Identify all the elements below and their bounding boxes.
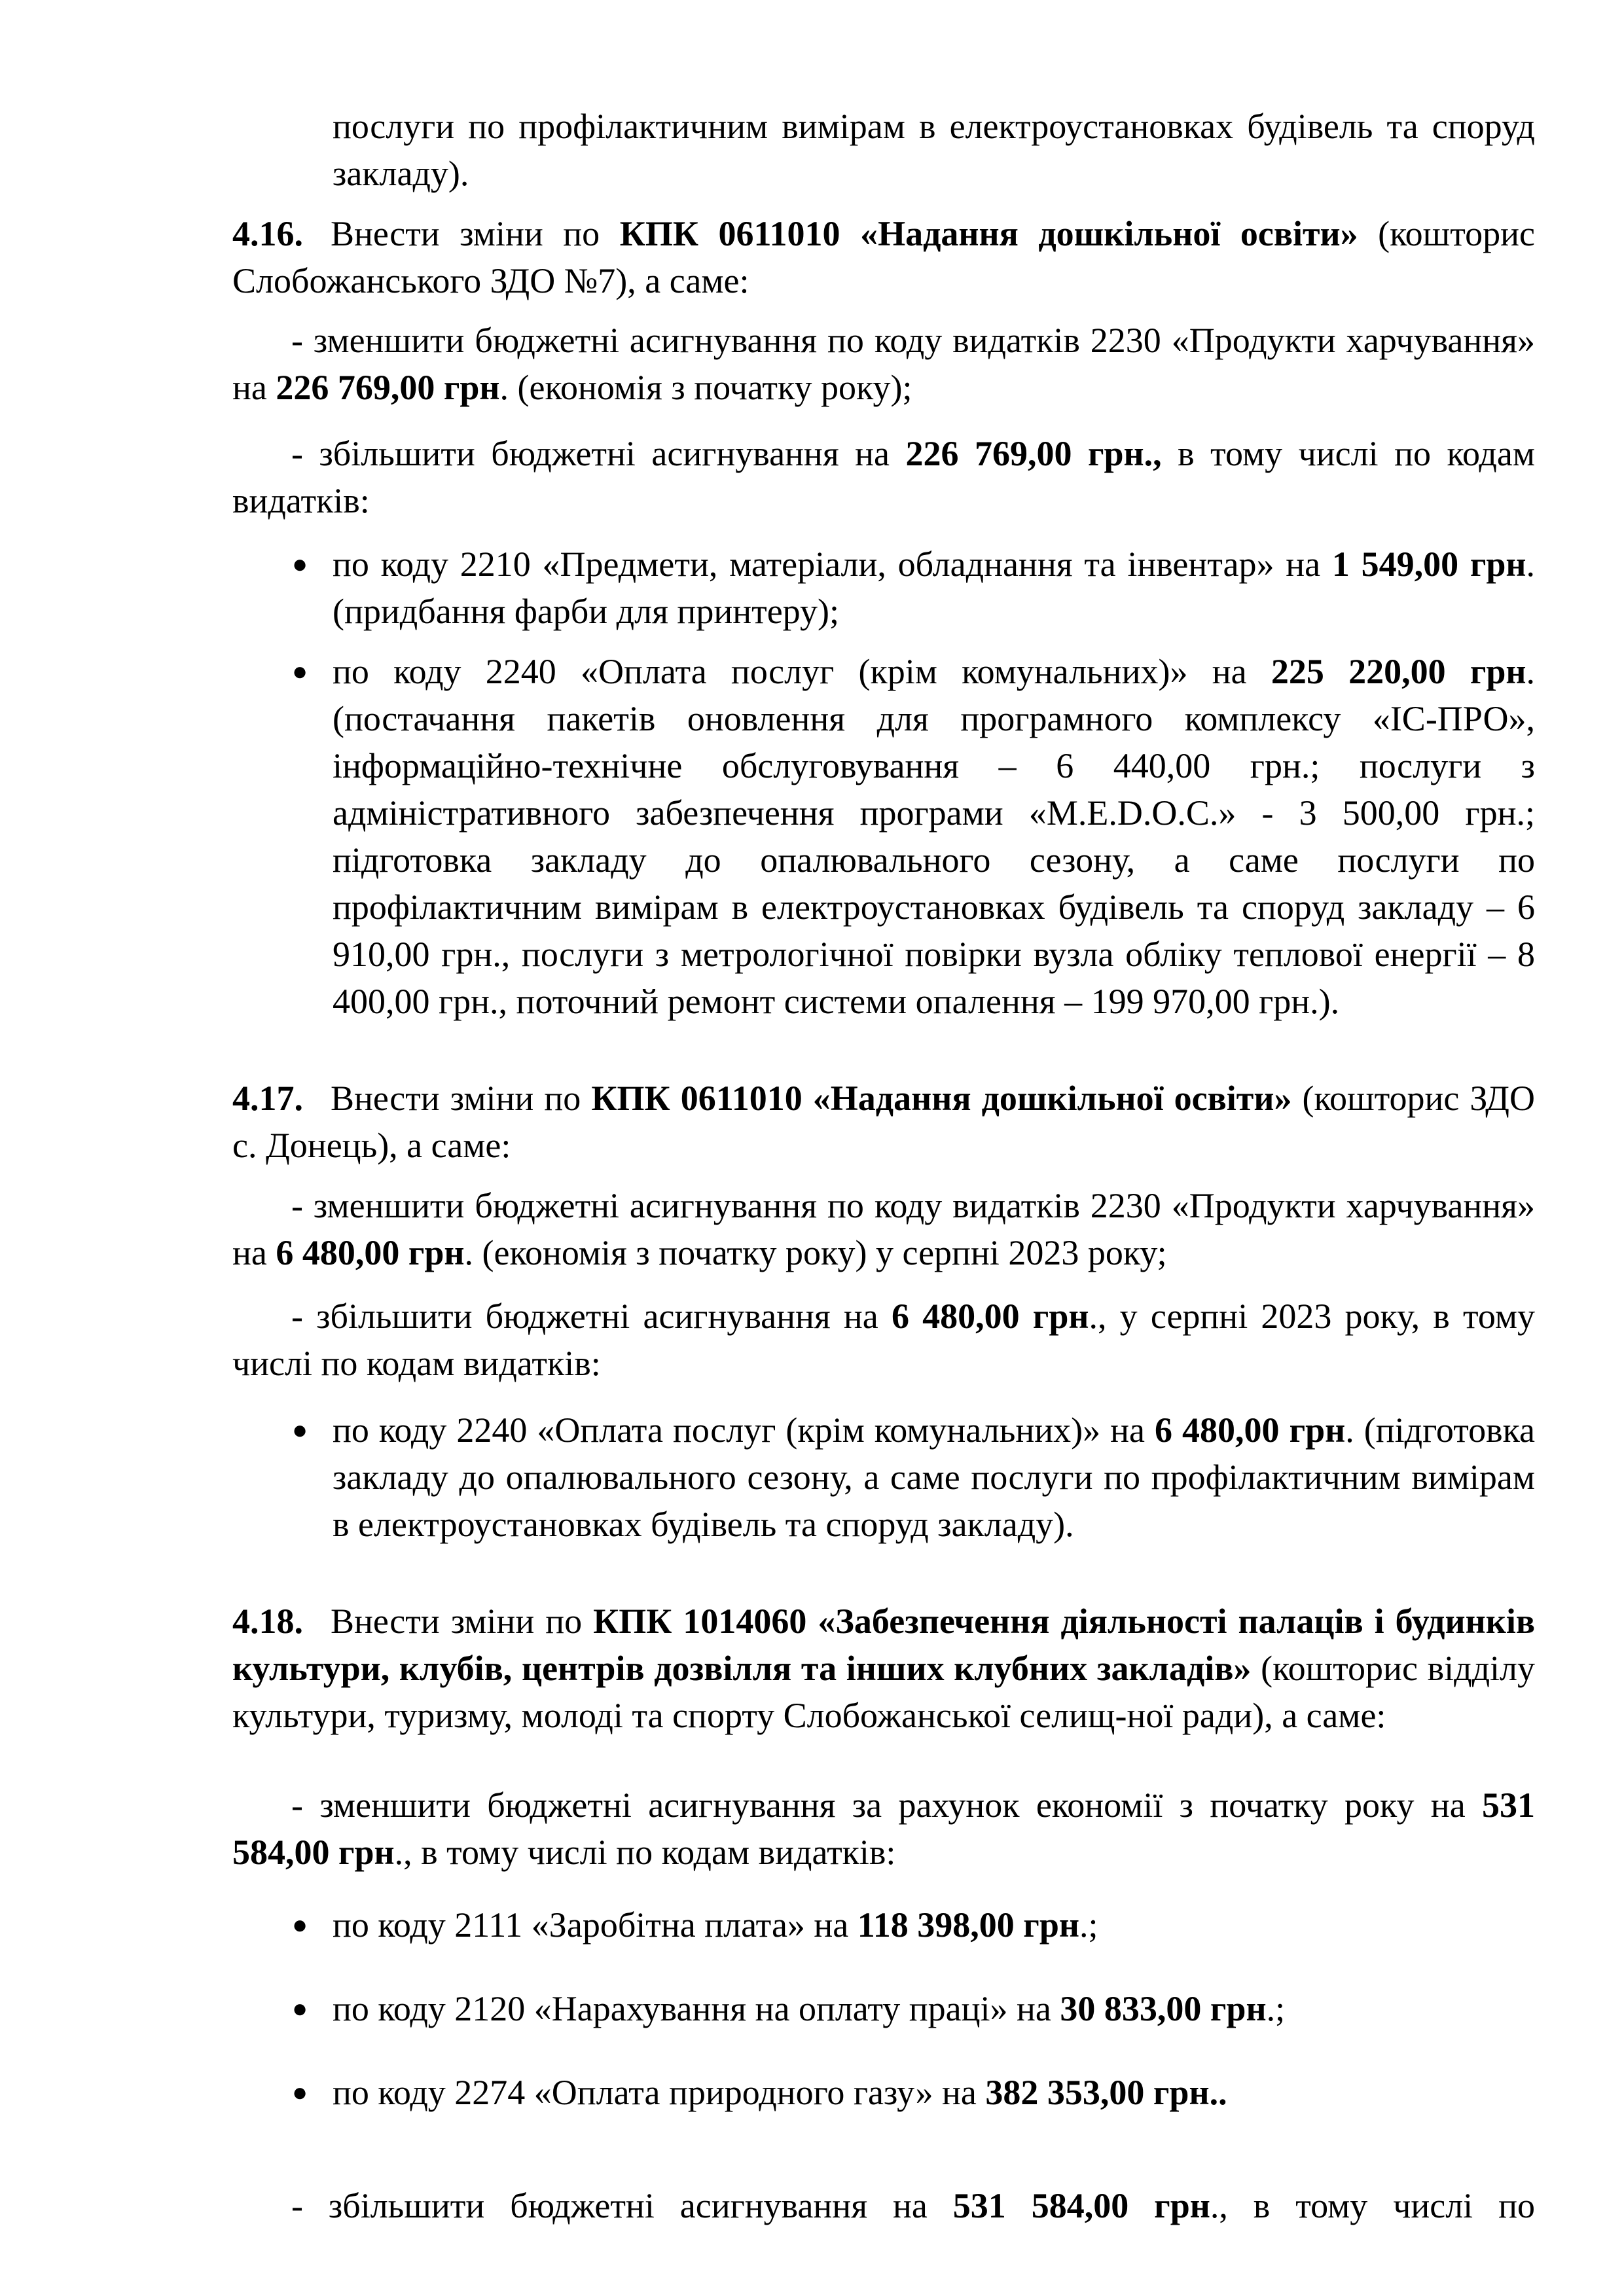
text: по коду 2111 «Заробітна плата» на xyxy=(333,1905,857,1945)
bullet-item xyxy=(292,1985,1535,2032)
paragraph xyxy=(232,1182,1535,1276)
text: ., у серпні 2023 року, в тому числі по кодам видатків: xyxy=(232,1297,1535,1383)
text: . (економія з початку року) у серпні 2023 року; xyxy=(464,1233,1167,1272)
text: . (постачання пакетів оновлення для програмного комплексу «ІС-ПРО», інформаційно-технічне обслуговування – 6 440,00 грн.; послуги з адміністративного забезпечення програми «M.E.D.O.C.» - 3 500,00 грн.; підготовка закладу до опалювального сезону, а саме послуги по профілактичним вимірам в електроустановках будівель та споруд закладу – 6 910,00 грн., послуги з метрологічної повірки вузла обліку теплової енергії – 8 400,00 грн., поточний ремонт системи опалення – 199 970,00 грн.). xyxy=(333,652,1535,1021)
text: ., в тому числі по кодам видатків: xyxy=(394,1833,896,1872)
text: - збільшити бюджетні асигнування на xyxy=(291,1297,892,1336)
text: - зменшити бюджетні асигнування по коду видатків 2230 «Продукти харчування» на xyxy=(232,1186,1535,1272)
bullet-icon: ● xyxy=(292,1415,308,1444)
bold-text: 6 480,00 грн xyxy=(1155,1410,1346,1450)
bullet-item xyxy=(292,541,1535,635)
text: . (придбання фарби для принтеру); xyxy=(333,545,1535,631)
bold-text: 226 769,00 грн., xyxy=(905,434,1162,473)
paragraph xyxy=(232,430,1535,524)
section-number: 4.18. xyxy=(232,1602,303,1641)
bullet-icon: ● xyxy=(292,2077,308,2107)
text: - збільшити бюджетні асигнування на xyxy=(291,2186,953,2225)
text: послуги по профілактичним вимірам в електроустановках будівель та споруд закладу). xyxy=(333,107,1535,193)
text: - збільшити бюджетні асигнування на xyxy=(291,434,906,473)
bold-text: КПК 0611010 «Надання дошкільної освіти» xyxy=(591,1079,1292,1118)
section-number: 4.17. xyxy=(232,1079,303,1118)
paragraph xyxy=(232,317,1535,411)
text: Внести зміни по xyxy=(331,1079,592,1118)
text: по коду 2240 «Оплата послуг (крім комунальних)» на xyxy=(333,1410,1155,1450)
text: - зменшити бюджетні асигнування по коду видатків 2230 «Продукти харчування» на xyxy=(232,321,1535,407)
bullet-icon: ● xyxy=(292,1910,308,1939)
text: .; xyxy=(1266,1989,1286,2028)
bold-text: КПК 0611010 «Надання дошкільної освіти» xyxy=(619,214,1358,253)
bullet-icon: ● xyxy=(292,1994,308,2023)
bold-text: 531 584,00 грн xyxy=(232,1785,1535,1872)
text: ., в тому числі по xyxy=(1210,2186,1535,2225)
text: (кошторис Слобожанського ЗДО №7), а саме: xyxy=(232,214,1535,300)
paragraph xyxy=(232,2182,1535,2229)
text: по коду 2210 «Предмети, матеріали, обладнання та інвентар» на xyxy=(333,545,1332,584)
bold-text: 6 480,00 грн xyxy=(276,1233,465,1272)
bullet-icon: ● xyxy=(292,656,308,686)
bold-text: 1 549,00 грн xyxy=(1331,545,1526,584)
text: Внести зміни по xyxy=(331,214,620,253)
bullet-icon: ● xyxy=(292,549,308,579)
text: по коду 2274 «Оплата природного газу» на xyxy=(333,2073,986,2112)
text: . (підготовка закладу до опалювального сезону, а саме послуги по профілактичним вимірам в електроустановках будівель та споруд закладу). xyxy=(333,1410,1535,1544)
text: Внести зміни по xyxy=(331,1602,594,1641)
paragraph xyxy=(232,1293,1535,1387)
bullet-item xyxy=(292,1407,1535,1548)
text: по коду 2240 «Оплата послуг (крім комунальних)» на xyxy=(333,652,1271,691)
bullet-item xyxy=(292,648,1535,1025)
paragraph xyxy=(232,1782,1535,1876)
text: по коду 2120 «Нарахування на оплату праці» на xyxy=(333,1989,1060,2028)
section-paragraph xyxy=(232,210,1535,304)
bullet-item xyxy=(292,1901,1535,1948)
section-paragraph xyxy=(232,1598,1535,1739)
bold-text: 30 833,00 грн xyxy=(1060,1989,1267,2028)
text: (кошторис ЗДО с. Донець), а саме: xyxy=(232,1079,1535,1165)
text: (кошторис відділу культури, туризму, молоді та спорту Слобожанської селищ-ної ради), а саме: xyxy=(232,1649,1535,1735)
text: . (економія з початку року); xyxy=(499,368,912,407)
bold-text: КПК 1014060 «Забезпечення діяльності палаців і будинків культури, клубів, центрів дозвілля та інших клубних закладів» xyxy=(232,1602,1535,1688)
text: в тому числі по кодам видатків: xyxy=(232,434,1536,520)
bold-text: 531 584,00 грн xyxy=(952,2186,1210,2225)
bold-text: 118 398,00 грн xyxy=(857,1905,1079,1945)
text: .; xyxy=(1079,1905,1098,1945)
bold-text: 225 220,00 грн xyxy=(1271,652,1526,691)
bold-text: 382 353,00 грн.. xyxy=(985,2073,1227,2112)
text: - зменшити бюджетні асигнування за рахунок економії з початку року на xyxy=(291,1785,1482,1825)
bullet-item xyxy=(292,2069,1535,2116)
bold-text: 6 480,00 грн xyxy=(891,1297,1089,1336)
bold-text: 226 769,00 грн xyxy=(276,368,500,407)
section-number: 4.16. xyxy=(232,214,303,253)
paragraph xyxy=(333,103,1535,197)
section-paragraph xyxy=(232,1075,1535,1169)
